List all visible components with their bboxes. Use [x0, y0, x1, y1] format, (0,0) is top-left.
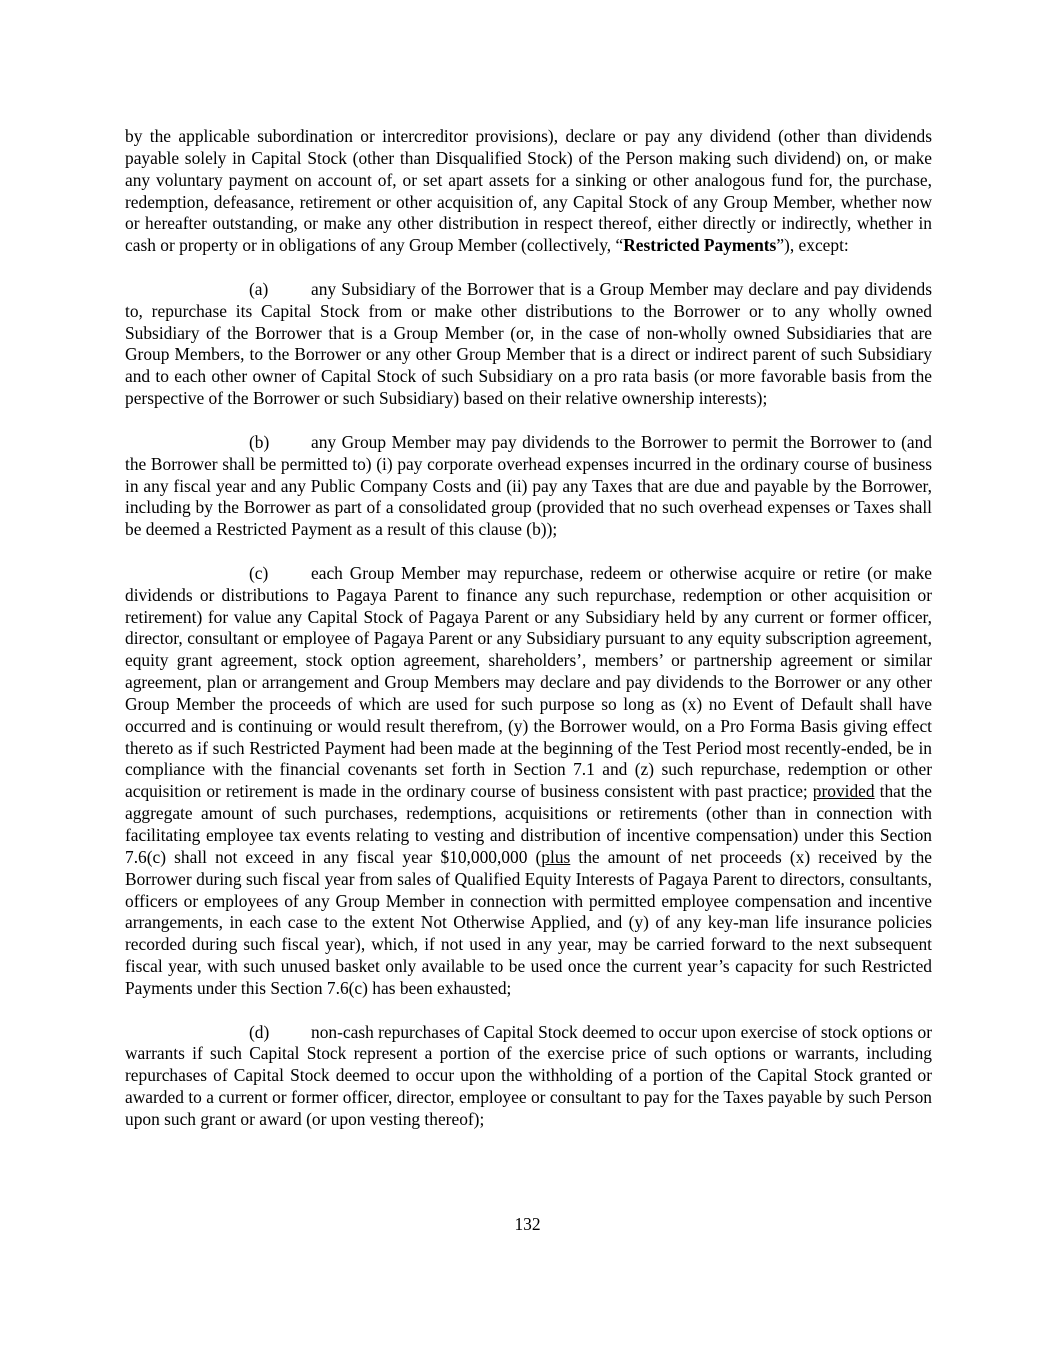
clause-c-text-3: the amount of net proceeds (x) received by the Borrower during such fiscal year from sales of Qualified Equity Interests of Pagaya Parent to directors, consultants, officers or employees of any Group Member in connection with permitted employee compensation and incentive arrangements, in each case to the extent Not Otherwise Applied, and (y) of any key-man life insurance policies recorded during such fiscal year), which, if not used in any year, may be carried forward to the next subsequent fiscal year, with such unused basket only available to be used once the current year’s capacity for such Restricted Payments under this Section 7.6(c) has been exhausted;	[125, 846, 932, 998]
clause-b-text: any Group Member may pay dividends to the Borrower to permit the Borrower to (and the Borrower shall be permitted to) (i) pay corporate overhead expenses incurred in the ordinary course of business in any fiscal year and any Public Company Costs and (ii) pay any Taxes that are due and payable by the Borrower, including by the Borrower as part of a consolidated group (provided that no such overhead expenses or Taxes shall be deemed a Restricted Payment as a result of this clause (b));	[125, 431, 932, 540]
clause-b	[125, 432, 932, 541]
intro-text-end: ”), except:	[776, 235, 849, 256]
clause-a-text: any Subsidiary of the Borrower that is a Group Member may declare and pay dividends to, repurchase its Capital Stock from or make other distributions to the Borrower or to any wholly owned Subsidiary of the Borrower that is a Group Member (or, in the case of non-wholly owned Subsidiaries that are Group Members, to the Borrower or any other Group Member that is a direct or indirect parent of such Subsidiary and to each other owner of Capital Stock of such Subsidiary on a pro rata basis (or more favorable basis from the perspective of the Borrower or such Subsidiary) based on their relative ownership interests);	[125, 278, 932, 409]
clause-d	[125, 1022, 932, 1131]
provided-term: provided	[812, 781, 875, 802]
clause-b-label: (b)	[249, 431, 270, 452]
intro-paragraph	[125, 126, 932, 257]
clause-c-text-1: each Group Member may repurchase, redeem or otherwise acquire or retire (or make dividends or distributions to Pagaya Parent to finance any such repurchase, redemption or other acquisition or retirement) for value any Capital Stock of Pagaya Parent or any Subsidiary held by any current or former officer, director, consultant or employee of Pagaya Parent or any Subsidiary pursuant to any equity subscription agreement, equity grant agreement, stock option agreement, shareholders’, members’ or partnership agreement or similar agreement, plan or arrangement and Group Members may declare and pay dividends to the Borrower or any other Group Member the proceeds of which are used for such purpose so long as (x) no Event of Default shall have occurred and is continuing or would result therefrom, (y) the Borrower would, on a Pro Forma Basis giving effect thereto as if such Restricted Payment had been made at the beginning of the Test Period most recently-ended, be in compliance with the financial covenants set forth in Section 7.1 and (z) such repurchase, redemption or other acquisition or retirement is made in the ordinary course of business consistent with past practice;	[125, 562, 932, 802]
clause-a	[125, 279, 932, 410]
clause-c	[125, 563, 932, 1000]
clause-a-label: (a)	[249, 278, 269, 299]
clause-c-text-2: that the aggregate amount of such purchases, redemptions, acquisitions or retirements (other than in connection with facilitating employee tax events relating to vesting and distribution of incentive compensation) under this Section 7.6(c) shall not exceed in any fiscal year $10,000,000 (	[125, 781, 932, 867]
document-page	[125, 126, 932, 1131]
page-number: 132	[514, 1214, 541, 1234]
clause-c-label: (c)	[249, 562, 269, 583]
clause-d-text: non-cash repurchases of Capital Stock deemed to occur upon exercise of stock options or warrants if such Capital Stock represent a portion of the exercise price of such options or warrants, including repurchases of Capital Stock deemed to occur upon the withholding of a portion of the Capital Stock granted or awarded to a current or former officer, director, employee or consultant to pay for the Taxes payable by such Person upon such grant or award (or upon vesting thereof);	[125, 1021, 932, 1129]
defined-term-restricted-payments: Restricted Payments	[623, 235, 777, 256]
plus-term: plus	[541, 846, 571, 867]
intro-text: by the applicable subordination or intercreditor provisions), declare or pay any dividend (other than dividends payable solely in Capital Stock (other than Disqualified Stock) of the Person making such dividend) on, or make any voluntary payment on account of, or set apart assets for a sinking or other analogous fund for, the purchase, redemption, defeasance, retirement or other acquisition of, any Capital Stock of any Group Member, whether now or hereafter outstanding, or make any other distribution in respect thereof, either directly or indirectly, whether in cash or property or in obligations of any Group Member (collectively, “	[125, 126, 932, 256]
clause-d-label: (d)	[249, 1021, 270, 1042]
